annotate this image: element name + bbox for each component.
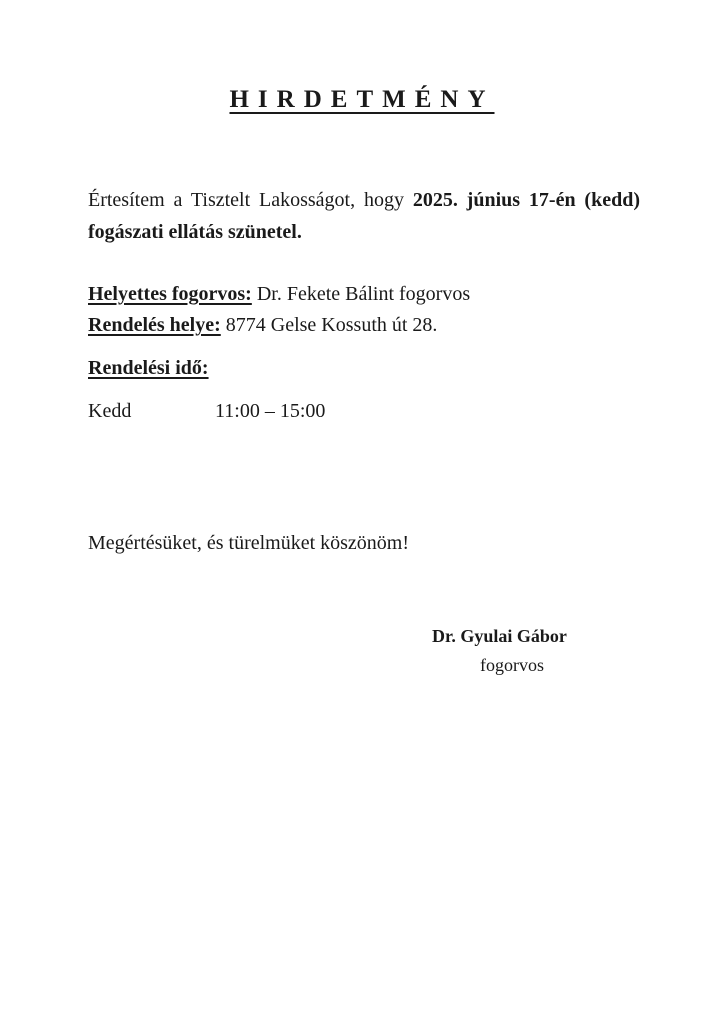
intro-bold-text: 2025. június 17-én (kedd) fogászati ellátás szünetel. <box>88 189 640 243</box>
substitute-dentist-line <box>88 283 470 306</box>
location-value: 8774 Gelse Kossuth út 28. <box>220 314 438 336</box>
closing-text: Megértésüket, és türelmüket köszönöm! <box>88 532 410 554</box>
office-hours-day: Kedd <box>88 400 132 422</box>
office-hours-time: 11:00 – 15:00 <box>215 400 326 422</box>
office-hours-heading <box>88 357 209 380</box>
document-title: HIRDETMÉNY <box>229 86 495 113</box>
location-line <box>88 314 437 337</box>
signature-role: fogorvos <box>480 655 544 675</box>
substitute-dentist-label: Helyettes fogorvos: <box>88 283 252 305</box>
substitute-dentist-value: Dr. Fekete Bálint fogorvos <box>251 283 471 305</box>
signature-name: Dr. Gyulai Gábor <box>432 626 567 646</box>
location-label: Rendelés helye: <box>88 314 221 336</box>
intro-text: Értesítem a Tisztelt Lakosságot, hogy <box>88 189 413 211</box>
intro-paragraph <box>88 184 640 248</box>
office-hours-label: Rendelési idő: <box>88 357 209 379</box>
